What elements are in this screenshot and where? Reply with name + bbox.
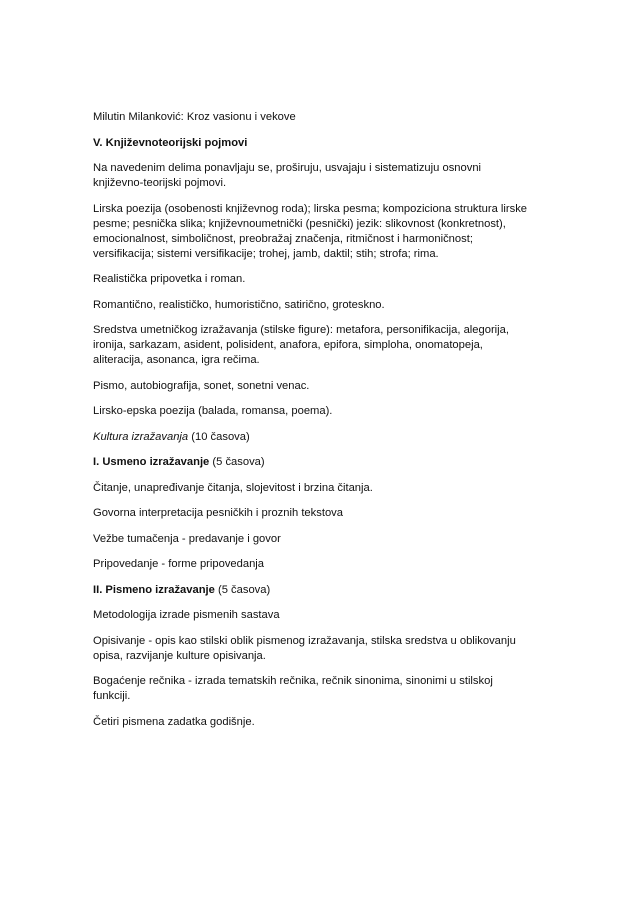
- header-line: Milutin Milanković: Kroz vasionu i vekove: [93, 111, 296, 123]
- vocabulary-paragraph: [93, 674, 553, 704]
- lyric-line-2: pesme; pesnička slika; književnoumetnički (pesnički) jezik: slikovnost (konkretnost),: [93, 217, 506, 230]
- figures-line-2: ironija, sarkazam, asident, polisident, anafora, epifora, simploha, onomatopeja,: [93, 339, 483, 351]
- vocabulary-line-1: Bogaćenje rečnika - izrada tematskih rečnika, rečnik sinonima, sinonimi u stilskoj: [93, 675, 493, 687]
- lyric-epic-line: Lirsko-epska poezija (balada, romansa, poema).: [93, 405, 333, 417]
- written-heading: [93, 583, 553, 598]
- lyric-line-1: Lirska poezija (osobenosti književnog roda); lirska pesma; kompoziciona struktura lirske: [93, 202, 528, 215]
- description-line-1: Opisivanje - opis kao stilski oblik pismenog izražavanja, stilska sredstva u oblikovanju: [93, 634, 516, 647]
- oral-hours: (5 časova): [209, 456, 265, 468]
- description-paragraph: [93, 634, 553, 664]
- intro-paragraph: [93, 161, 553, 191]
- culture-hours: (10 časova): [188, 430, 250, 443]
- lyric-line-3: emocionalnost, simboličnost, preobražaj značenja, ritmičnost i harmoničnost;: [93, 232, 473, 245]
- intro-line-2: književno-teorijski pojmovi.: [93, 177, 227, 189]
- intro-line-1: Na navedenim delima ponavljaju se, proširuju, usvajaju i sistematizuju osnovni: [93, 162, 482, 174]
- written-title: II. Pismeno izražavanje: [93, 583, 215, 596]
- section-v-heading: V. Književnoteorijski pojmovi: [93, 136, 248, 149]
- lyric-line-4: versifikacija; sistemi versifikacije; trohej, jamb, daktil; stih; strofa; rima.: [93, 247, 439, 260]
- oral-heading: [93, 455, 553, 470]
- culture-title: Kultura izražavanja: [93, 430, 189, 443]
- assignments-line: Četiri pismena zadatka godišnje.: [93, 715, 255, 728]
- vocabulary-line-2: funkciji.: [93, 690, 131, 702]
- figures-line-1: Sredstva umetničkog izražavanja (stilske figure): metafora, personifikacija, alegorija,: [93, 324, 509, 336]
- reading-line: Čitanje, unapređivanje čitanja, slojevitost i brzina čitanja.: [93, 481, 373, 494]
- realistic-story-line: Realistička pripovetka i roman.: [93, 273, 246, 285]
- lyric-paragraph: [93, 202, 553, 262]
- figures-paragraph: [93, 323, 553, 368]
- letter-forms-line: Pismo, autobiografija, sonet, sonetni venac.: [93, 379, 310, 392]
- styles-line: Romantično, realističko, humoristično, satirično, groteskno.: [93, 298, 385, 311]
- narration-line: Pripovedanje - forme pripovedanja: [93, 558, 265, 570]
- culture-heading: [93, 430, 553, 445]
- methodology-line: Metodologija izrade pismenih sastava: [93, 609, 280, 621]
- written-hours: (5 časova): [214, 583, 271, 596]
- document-page: [93, 110, 553, 740]
- description-line-2: opisa, razvijanje kulture opisivanja.: [93, 649, 266, 662]
- spoken-interpretation-line: Govorna interpretacija pesničkih i proznih tekstova: [93, 507, 343, 519]
- figures-line-3: aliteracija, asonanca, igra rečima.: [93, 354, 260, 366]
- oral-title: I. Usmeno izražavanje: [93, 456, 210, 468]
- exercises-line: Vežbe tumačenja - predavanje i govor: [93, 532, 281, 545]
